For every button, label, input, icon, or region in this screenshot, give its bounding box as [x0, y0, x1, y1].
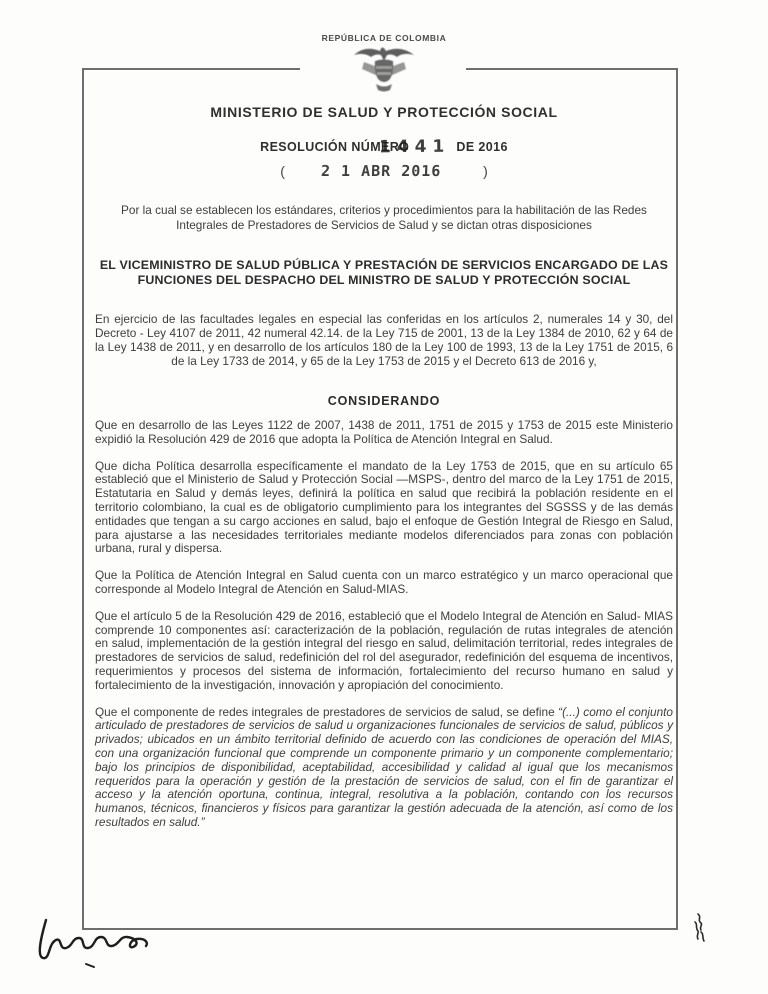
recital-paragraph-definition	[95, 706, 673, 830]
resolution-number-line	[0, 136, 768, 156]
authority-heading: EL VICEMINISTRO DE SALUD PÚBLICA Y PRESTACIÓN DE SERVICIOS ENCARGADO DE LAS FUNCIONES DEL DESPACHO DEL MINISTRO DE SALUD Y PROTECCIÓN SOCIAL	[99, 258, 669, 287]
recitals-block	[95, 419, 673, 843]
date-stamp: 2 1 ABR 2016	[320, 162, 442, 180]
recital-paragraph: Que dicha Política desarrolla específicamente el mandato de la Ley 1753 de 2015, que en su artículo 65 estableció que el Ministerio de Salud y Protección Social —MSPS-, dentro del marco de la Ley 1751 de 2015, Estatutaria en Salud y demás leyes, definirá la política en salud que recibirá la población residente en el territorio colombiano, la cual es de obligatorio cumplimiento para los integrantes del SGSSS y de las demás entidades que tengan a su cargo acciones en salud, bajo el enfoque de Gestión Integral de Riesgo en Salud, para ajustarse a las necesidades territoriales mediante modelos diferenciados para zonas con población urbana, rural y dispersa.	[95, 458, 673, 556]
ink-mark	[686, 912, 712, 944]
close-paren: )	[483, 163, 488, 179]
republic-label: REPÚBLICA DE COLOMBIA	[321, 33, 447, 43]
considerando-heading: CONSIDERANDO	[327, 394, 441, 408]
resolution-prefix: RESOLUCIÓN NÚMERO	[260, 140, 410, 154]
date-stamp-line	[0, 162, 768, 180]
handwritten-signature-scribble	[30, 912, 190, 976]
definition-lead-text: Que el componente de redes integrales de prestadores de servicios de salud, se define	[95, 704, 559, 719]
colombia-coat-of-arms-icon	[350, 42, 418, 98]
resolution-number-stamp: 1441	[379, 136, 451, 158]
open-paren: (	[280, 163, 285, 179]
recital-paragraph: Que la Política de Atención Integral en Salud cuenta con un marco estratégico y un marco operacional que corresponde al Modelo Integral de Atención en Salud-MIAS.	[95, 568, 673, 596]
definition-quoted-text: “(...) como el conjunto articulado de prestadores de servicios de salud u organizaciones funcionales de servicios de salud, públicos y privados; ubicados en un ámbito territorial definido de acuerdo con las condiciones de operación del MIAS, con una organización funcional que comprende un componente primario y un componente complementario; bajo los principios de disponibilidad, aceptabilidad, accesibilidad y calidad al igual que los mecanismos requeridos para la operación y gestión de la prestación de servicios de salud, con el fin de garantizar el acceso y la atención oportuna, continua, integral, resolutiva a la población, contando con los recursos humanos, técnicos, financieros y físicos para garantizar la gestión adecuada de la atención, así como de los resultados en salud.”	[95, 704, 673, 829]
recital-paragraph: Que el artículo 5 de la Resolución 429 de 2016, estableció que el Modelo Integral de Atención en Salud- MIAS comprende 10 componentes así: caracterización de la población, regulación de rutas integrales de atención en salud, implementación de la gestión integral del riesgo en salud, delimitación territorial, redes integrales de prestadores de servicios de salud, redefinición del rol del asegurador, redefinición del esquema de incentivos, requerimientos y procesos del sistema de información, fortalecimiento del recurso humano en salud y fortalecimiento de la investigación, innovación y apropiación del conocimiento.	[95, 608, 673, 692]
ministry-title: MINISTERIO DE SALUD Y PROTECCIÓN SOCIAL	[210, 104, 558, 120]
resolution-subject: Por la cual se establecen los estándares, criterios y procedimientos para la habilitación de las Redes Integrales de Prestadores de Servicios de Salud y se dictan otras disposiciones	[121, 203, 647, 232]
legal-powers-paragraph: En ejercicio de las facultades legales en especial las conferidas en los artículos 2, numerales 14 y 30, del Decreto - Ley 4107 de 2011, 42 numeral 42.14. de la Ley 715 de 2001, 13 de la Ley 1384 de 2010, 62 y 64 de la Ley 1438 de 2011, y en desarrollo de los artículos 180 de la Ley 100 de 1993, 13 de la Ley 1751 de 2015, 6 de la Ley 1733 de 2014, y 65 de la Ley 1753 de 2015 y el Decreto 613 de 2016 y,	[95, 312, 673, 368]
recital-paragraph: Que en desarrollo de las Leyes 1122 de 2007, 1438 de 2011, 1751 de 2015 y 1753 de 2015 este Ministerio expidió la Resolución 429 de 2016 que adopta la Política de Atención Integral en Salud.	[95, 418, 673, 446]
resolution-suffix: DE 2016	[456, 140, 508, 154]
